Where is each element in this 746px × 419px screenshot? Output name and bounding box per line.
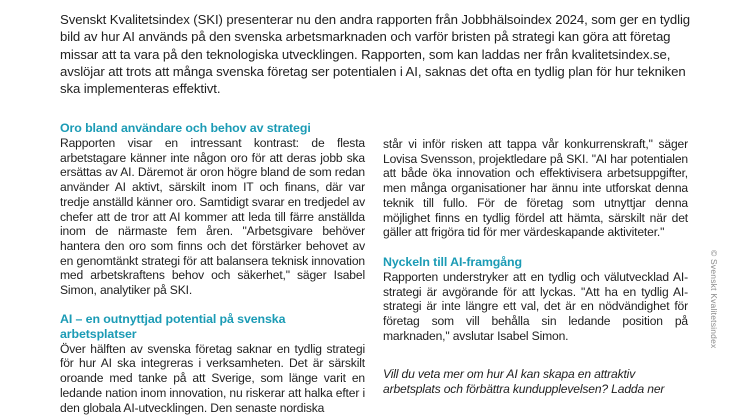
section-body-nyckeln: Rapporten understryker att en tydlig och välutvecklad AI-strategi är avgörande för att lyckas. "Att ha en tydlig AI-strategi är inte längre ett val, det är en nödvändighet för företag som vill behålla sin ledande position på marknaden," avslutar Isabel Simon. [383,269,688,343]
call-to-action: Vill du veta mer om hur AI kan skapa en attraktiv arbetsplats och förbättra kundupplevelsen? Ladda ner [383,367,665,397]
section-heading-nyckeln: Nyckeln till AI-framgång [383,254,522,269]
right-column [383,137,688,397]
section-body-oro: Rapporten visar en intressant kontrast: de flesta arbetstagare känner inte någon oro för att deras jobb ska ersättas av AI. Däremot är oron högre bland de som redan använder AI aktivt, särskilt inom IT och finans, där var tredje anställd känner oro. Samtidigt svarar en tredjedel av chefer att de tror att AI kommer att leda till färre anställda inom de närmaste fem åren. "Arbetsgivare behöver hantera den oro som finns och det förstärker behovet av en genomtänkt strategi för att balansera teknisk innovation med arbetskraftens behov och säkerhet," säger Isabel Simon, analytiker på SKI. [60,136,365,298]
section-body-potential: Över hälften av svenska företag saknar en tydlig strategi för hur AI ska integreras i verksamheten. Det är särskilt oroande med tanke på att Sverige, som länge varit en ledande nation inom innovation, nu riskerar att halka efter i den globala AI-utvecklingen. Den senaste nordiska [60,341,365,415]
section-heading-potential: AI – en outnyttjad potential på svenska arbetsplatser [60,311,286,341]
left-column [60,121,365,415]
section-heading-oro: Oro bland användare och behov av strategi [60,121,311,135]
section-spacer [383,240,688,255]
continued-quote: står vi inför risken att tappa vår konkurrenskraft," säger Lovisa Svensson, projektledare på SKI. "AI har potentialen att både öka innovation och effektivisera arbetsuppgifter, men många organisationer har ännu inte utforskat denna teknik till fullo. För de företag som utnyttjar denna möjlighet finns en tydlig fördel att hämta, särskilt när det gäller att frigöra tid för mer värdeskapande aktiviteter." [383,137,688,240]
section-spacer [60,298,365,312]
intro-paragraph: Svenskt Kvalitetsindex (SKI) presenterar nu den andra rapporten från Jobbhälsoindex 2024, som ger en tydlig bild av hur AI används på den svenska arbetsmarknaden och varför bristen på strategi kan göra att företag missar att ta vara på den teknologiska utvecklingen. Rapporten, som kan laddas ner från kvalitetsindex.se, avslöjar att trots att många svenska företag ser potentialen i AI, saknas det ofta en tydlig plan för hur tekniken ska implementeras effektivt. [60,12,691,97]
sidebar-credit [711,250,727,410]
copyright-text: © Svenskt Kvalitetsindex [709,250,719,349]
